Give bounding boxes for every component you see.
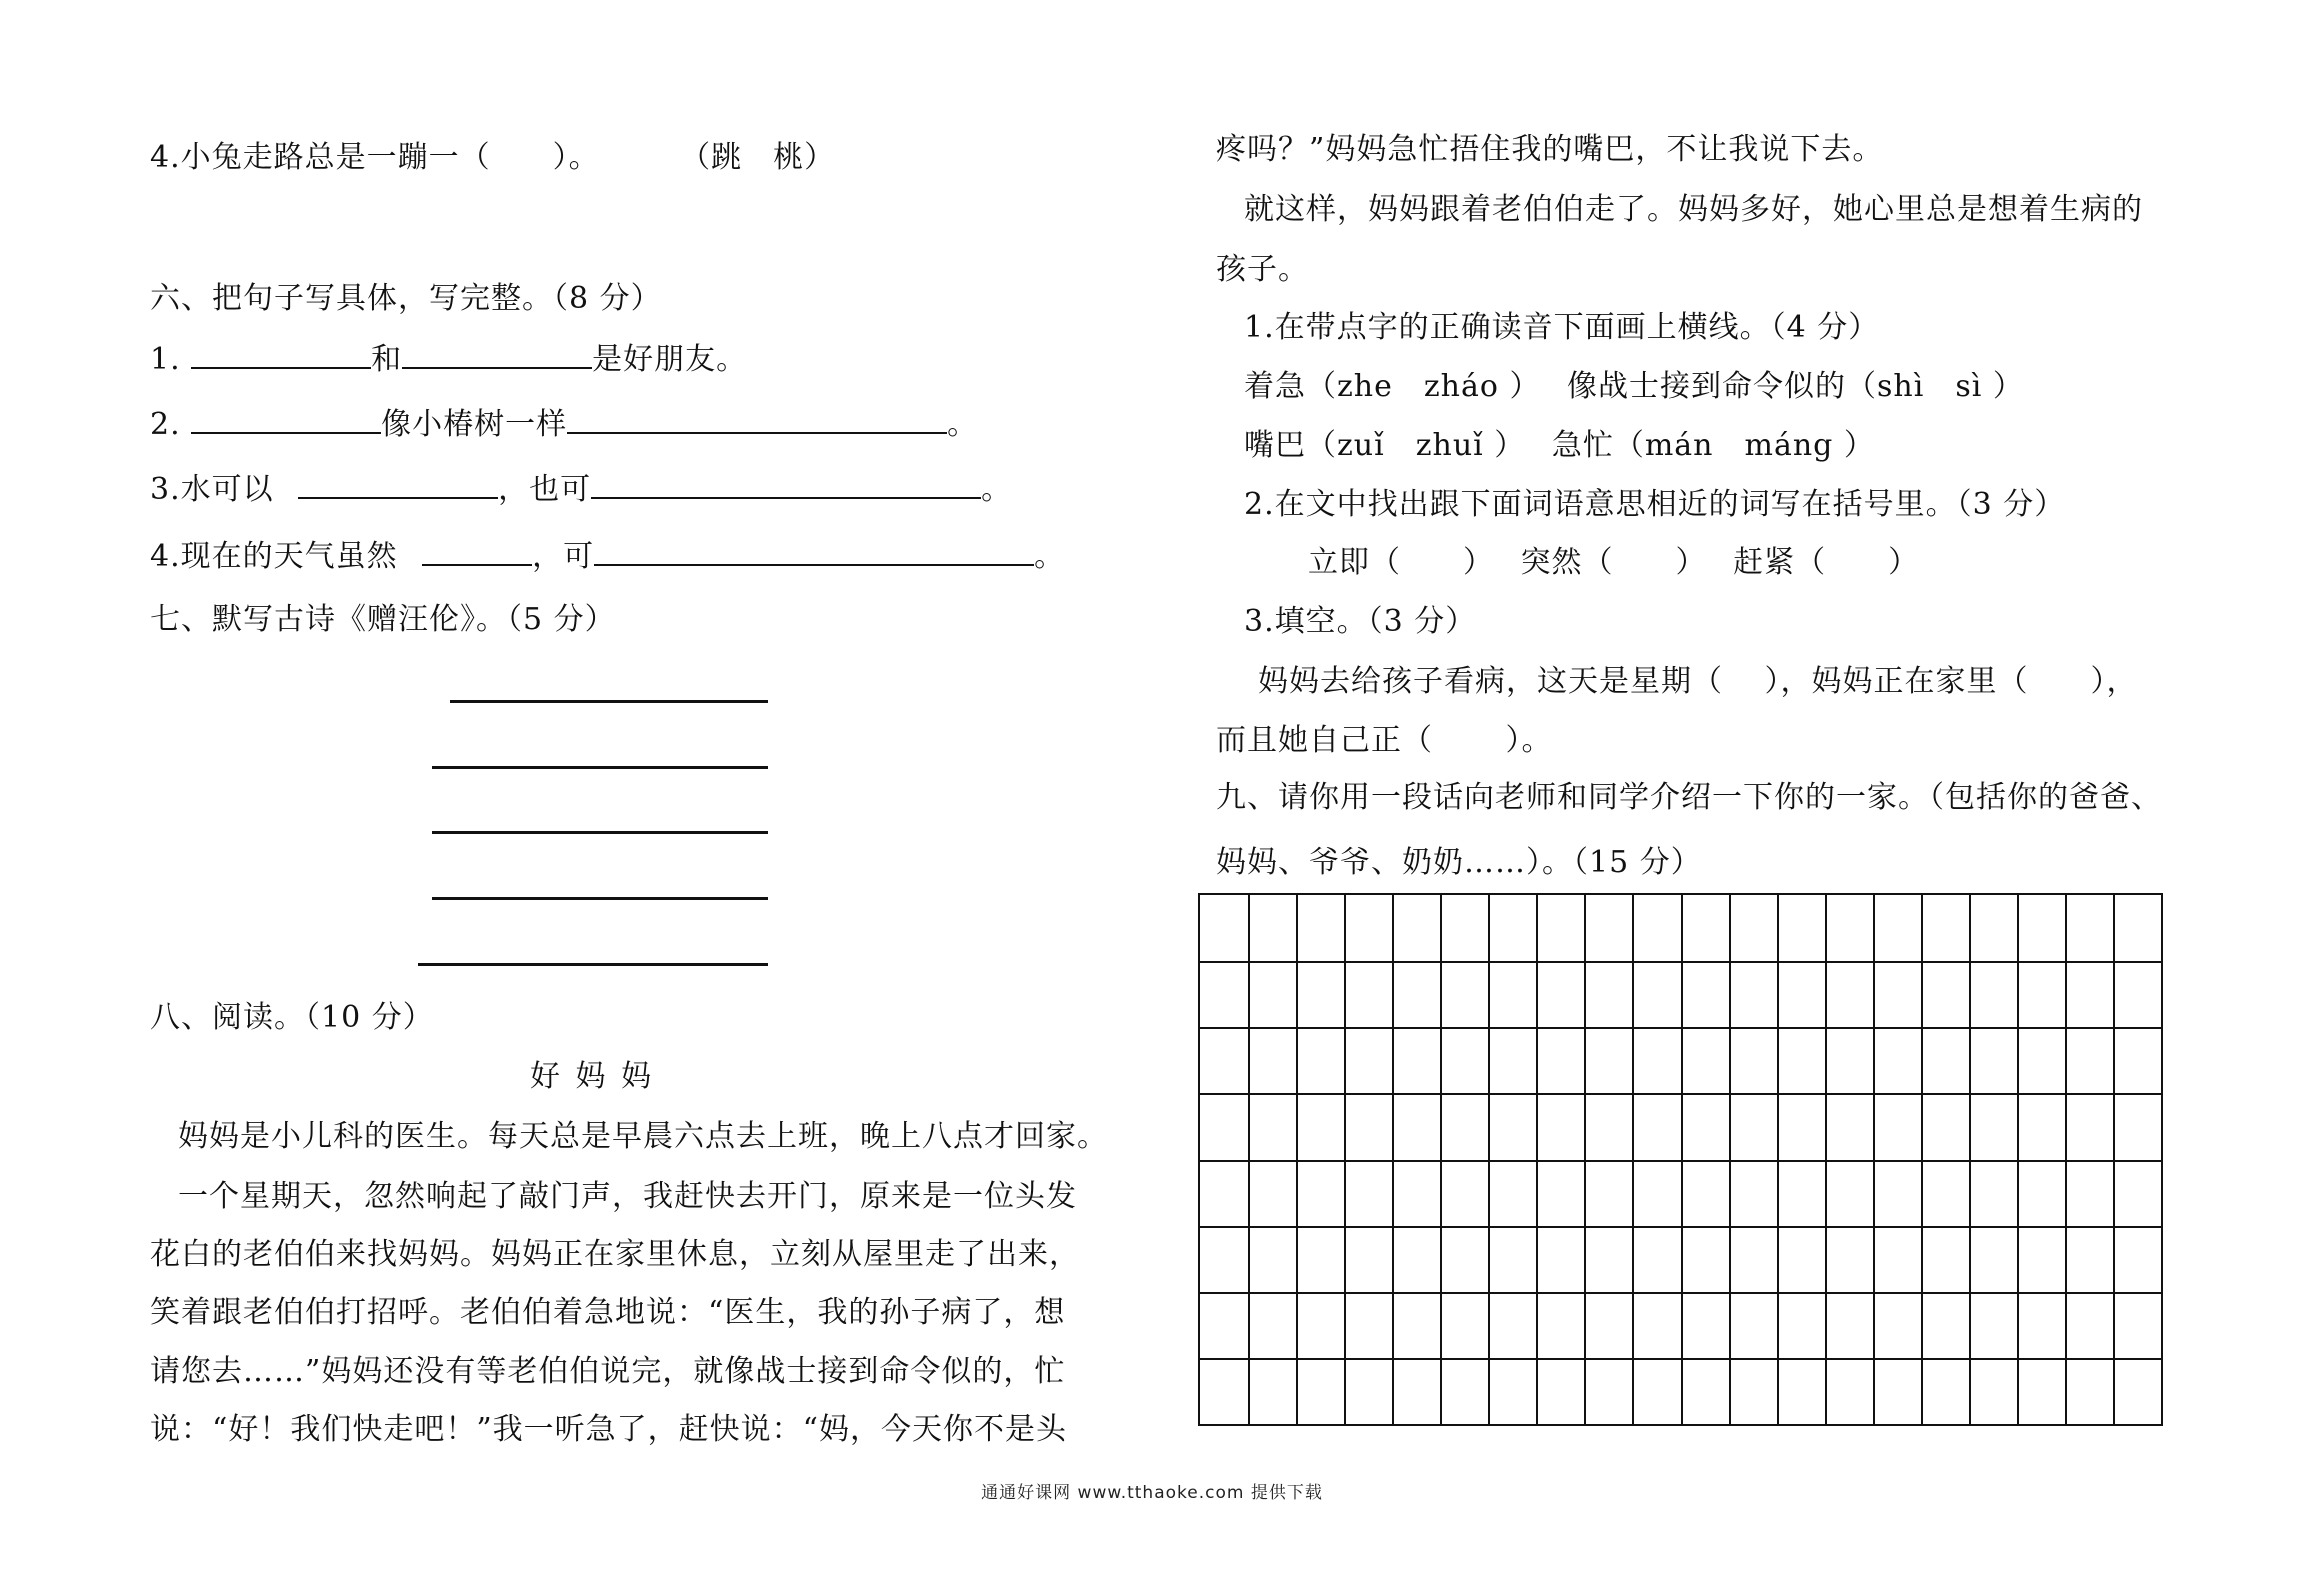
section-9-heading: 九、请你用一段话向老师和同学介绍一下你的一家。（包括你的爸爸、 [1216, 780, 2162, 815]
answer-blank[interactable] [594, 538, 1034, 566]
grid-row-line [1200, 1093, 2161, 1095]
answer-blank[interactable] [191, 341, 371, 369]
section-6-heading: 六、把句子写具体，写完整。（8 分） [150, 281, 662, 316]
question-1-row-1: 着急（zhe zháo ） 像战士接到命令似的（shì sì ） [1244, 369, 2024, 404]
q5-item-4: 4.小兔走路总是一蹦一（ ）。 （跳 桃） [150, 140, 836, 175]
section-6-item-1: 1. 和 是好朋友。 [150, 342, 748, 377]
passage-line: 笑着跟老伯伯打招呼。老伯伯着急地说：“医生，我的孙子病了，想 [150, 1295, 1066, 1330]
question-1-heading: 1.在带点字的正确读音下面画上横线。（4 分） [1244, 310, 1880, 345]
section-6-item-3: 3.水可以 ，也可 。 [150, 472, 1013, 507]
footer-credit: 通通好课网 www.tthaoke.com 提供下载 [981, 1483, 1323, 1503]
section-8-heading: 八、阅读。（10 分） [150, 1000, 434, 1035]
passage-line: 妈妈是小儿科的医生。每天总是早晨六点去上班，晚上八点才回家。 [178, 1119, 1108, 1154]
answer-blank[interactable] [567, 406, 947, 434]
passage-line: 疼吗？”妈妈急忙捂住我的嘴巴，不让我说下去。 [1216, 132, 1884, 167]
passage-line: 孩子。 [1216, 252, 1309, 287]
answer-blank[interactable] [402, 341, 592, 369]
grid-row-line [1200, 1226, 2161, 1228]
answer-blank[interactable] [422, 538, 532, 566]
answer-blank[interactable] [191, 406, 381, 434]
poem-line-5[interactable] [418, 963, 768, 966]
writing-grid[interactable] [1198, 893, 2163, 1426]
section-6-item-2: 2. 像小椿树一样 。 [150, 407, 979, 442]
passage-line: 花白的老伯伯来找妈妈。妈妈正在家里休息，立刻从屋里走了出来， [150, 1237, 1080, 1272]
poem-line-2[interactable] [432, 766, 768, 769]
question-1-row-2: 嘴巴（zuǐ zhuǐ ） 急忙（mán máng ） [1244, 428, 1875, 463]
grid-row-line [1200, 1292, 2161, 1294]
poem-line-4[interactable] [432, 897, 768, 900]
poem-line-3[interactable] [432, 831, 768, 834]
passage-line: 一个星期天，忽然响起了敲门声，我赶快去开门，原来是一位头发 [178, 1179, 1077, 1214]
passage-line: 就这样，妈妈跟着老伯伯走了。妈妈多好，她心里总是想着生病的 [1244, 192, 2143, 227]
section-7-heading: 七、默写古诗《赠汪伦》。（5 分） [150, 602, 616, 637]
question-2-heading: 2.在文中找出跟下面词语意思相近的词写在括号里。（3 分） [1244, 487, 2066, 522]
section-9-heading-cont: 妈妈、爷爷、奶奶……）。（15 分） [1216, 845, 1702, 880]
section-6-item-4: 4.现在的天气虽然 ，可 。 [150, 539, 1066, 574]
passage-title: 好 妈 妈 [530, 1059, 655, 1094]
question-3-heading: 3.填空。（3 分） [1244, 604, 1477, 639]
answer-blank[interactable] [591, 471, 981, 499]
question-3-row-1: 妈妈去给孩子看病，这天是星期（ ），妈妈正在家里（ ）， [1258, 664, 2138, 699]
grid-row-line [1200, 961, 2161, 963]
poem-line-1[interactable] [450, 700, 768, 703]
grid-row-line [1200, 1358, 2161, 1360]
passage-line: 请您去……”妈妈还没有等老伯伯说完，就像战士接到命令似的，忙 [150, 1354, 1066, 1389]
question-3-row-2: 而且她自己正（ ）。 [1216, 723, 1553, 758]
grid-row-line [1200, 1160, 2161, 1162]
answer-blank[interactable] [298, 471, 498, 499]
question-2-row: 立即（ ） 突然（ ） 赶紧（ ） [1308, 545, 1920, 580]
passage-line: 说：“好！我们快走吧！”我一听急了，赶快说：“妈，今天你不是头 [150, 1412, 1068, 1447]
grid-row-line [1200, 1027, 2161, 1029]
